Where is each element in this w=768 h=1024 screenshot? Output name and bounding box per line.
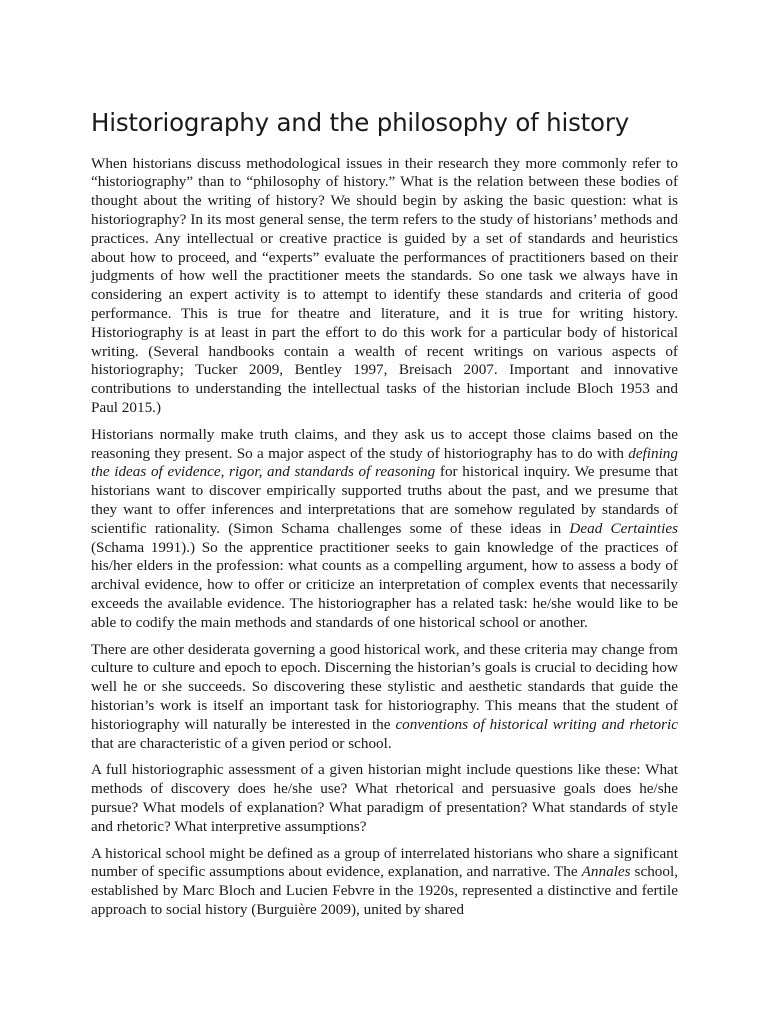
italic-phrase: Dead Certainties bbox=[569, 519, 678, 537]
text-run: for historical inquiry. We presume that historians want to discover empirically supported truths about the past, and we presume that they want to offer inferences and interpretations that are somehow regulated by standards of scientific rationality. (Simon Schama challenges some of these ideas in bbox=[91, 463, 679, 537]
italic-phrase: defining the ideas of evidence, rigor, and standards of reasoning bbox=[91, 444, 678, 481]
paragraph bbox=[91, 155, 678, 418]
paragraph bbox=[91, 641, 678, 754]
text-run: school, established by Marc Bloch and Lucien Febvre in the 1920s, represented a distinctive and fertile approach to social history (Burguière 2009), united by shared bbox=[91, 863, 679, 918]
page-title: Historiography and the philosophy of history bbox=[91, 108, 630, 137]
text-run: A historical school might be defined as a group of interrelated historians who share a significant number of specific assumptions about evidence, explanation, and narrative. The bbox=[91, 844, 678, 881]
paragraph bbox=[91, 845, 678, 920]
text-run: that are characteristic of a given period or school. bbox=[91, 734, 392, 752]
paragraph bbox=[91, 426, 678, 633]
text-run: (Schama 1991).) So the apprentice practitioner seeks to gain knowledge of the practices of his/her elders in the profession: what counts as a compelling argument, how to assess a body of archival evidence, how to offer or criticize an interpretation of complex events that necessarily exceeds the available evidence. The historiographer has a related task: he/she would like to be able to codify the main methods and standards of one historical school or another. bbox=[91, 538, 678, 631]
paragraph bbox=[91, 761, 678, 836]
body-text bbox=[91, 155, 678, 920]
document-page bbox=[91, 96, 678, 928]
text-run: Historians normally make truth claims, and they ask us to accept those claims based on the reasoning they present. So a major aspect of the study of historiography has to do with bbox=[91, 425, 678, 462]
italic-phrase: Annales bbox=[581, 863, 631, 881]
text-run: There are other desiderata governing a good historical work, and these criteria may change from culture to culture and epoch to epoch. Discerning the historian’s goals is crucial to deciding how well he or she succeeds. So discovering these stylistic and aesthetic standards that guide the historian’s work is itself an important task for historiography. This means that the student of historiography will naturally be interested in the bbox=[91, 640, 678, 733]
italic-phrase: conventions of historical writing and rhetoric bbox=[395, 715, 678, 733]
text-run: A full historiographic assessment of a given historian might include questions like these: What methods of discovery does he/she use? What rhetorical and persuasive goals does he/she pursue? What models of explanation? What paradigm of presentation? What standards of style and rhetoric? What interpretive assumptions? bbox=[91, 761, 678, 835]
text-run: When historians discuss methodological issues in their research they more commonly refer to “historiography” than to “philosophy of history.” What is the relation between these bodies of thought about the writing of history? We should begin by asking the basic question: what is historiography? In its most general sense, the term refers to the study of historians’ methods and practices. Any intellectual or creative practice is guided by a set of standards and heuristics about how to proceed, and “experts” evaluate the performances of practitioners based on their judgments of how well the practitioner meets the standards. So one task we always have in considering an expert activity is to attempt to identify these standards and criteria of good performance. This is true for theatre and literature, and it is true for writing history. Historiography is at least in part the effort to do this work for a particular body of historical writing. (Several handbooks contain a wealth of recent writings on various aspects of historiography; Tucker 2009, Bentley 1997, Breisach 2007. Important and innovative contributions to understanding the intellectual tasks of the historian include Bloch 1953 and Paul 2015.) bbox=[91, 154, 678, 416]
